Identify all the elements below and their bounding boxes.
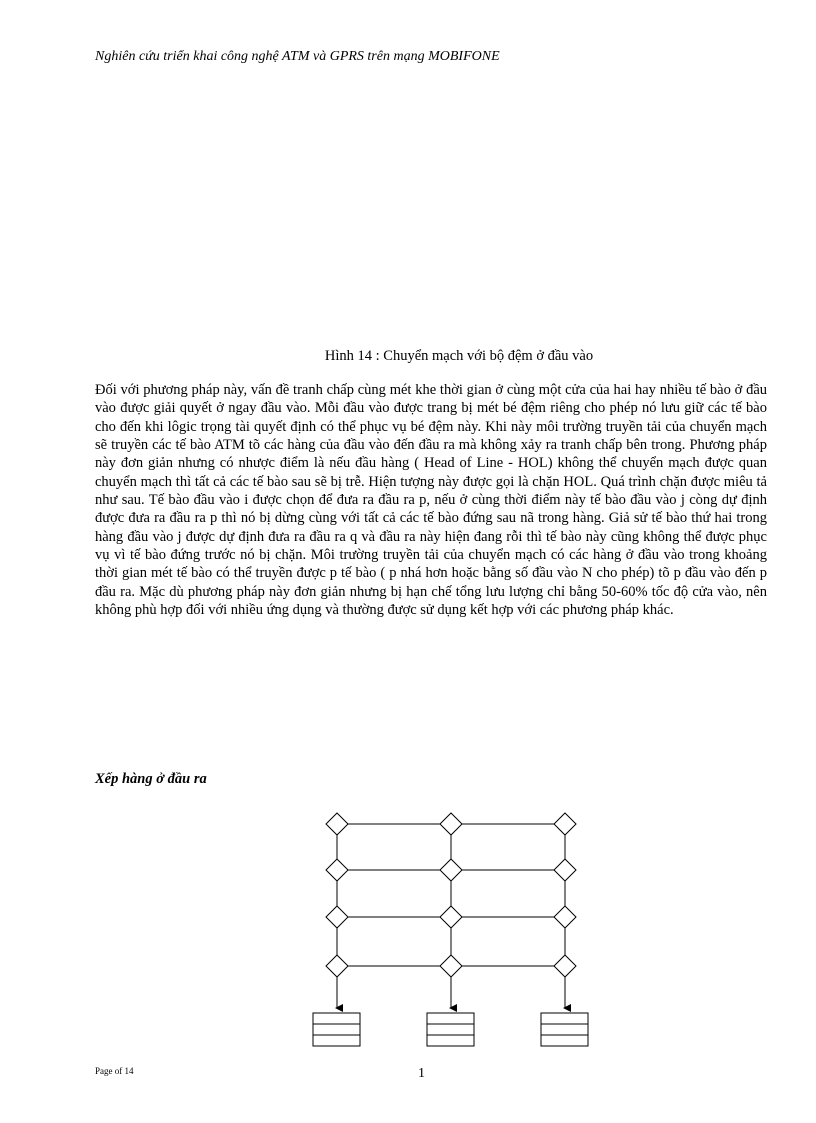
section-title: Xếp hàng ở đầu ra	[95, 771, 207, 787]
switch-node	[326, 859, 348, 881]
switch-node	[440, 955, 462, 977]
switch-node	[554, 813, 576, 835]
switch-node	[554, 859, 576, 881]
output-buffer	[427, 1013, 474, 1046]
switch-node	[440, 859, 462, 881]
switch-node	[326, 906, 348, 928]
body-paragraph: Đối với phương pháp này, vấn đề tranh chấp cùng mét khe thời gian ở cùng một cửa của hai hay nhiều tế bào ở đầu vào được giải quyết ở ngay đầu vào. Mỗi đầu vào được trang bị mét bé đệm riêng cho phép nó lưu giữ các tế bào cho đến khi lôgic trọng tài quyết định có thể phục vụ bé đệm này. Khi này môi trường truyền tải của chuyển mạch sẽ truyền các tế bào ATM tõ các hàng của đầu vào đến đầu ra mà không xảy ra tranh chấp bên trong. Phương pháp này đơn giản nhưng có nhược điểm là nếu đầu hàng ( Head of Line - HOL) không thể chuyển mạch được quan chuyển mạch thì tất cả các tế bào sau sẽ bị trễ. Hiện tượng này được gọi là chặn HOL. Quá trình chặn được miêu tả như sau. Tế bào đầu vào i được chọn để đưa ra đầu ra p, nếu ở cùng thời điểm này tế bào đầu vào j còng dự định được đưa ra đầu ra p thì nó bị dừng cùng với tất cả các tế bào đứng sau nã trong hàng. Giả sử tế bào thứ hai trong hàng đầu vào j được dự định đưa ra đầu ra q và đầu ra này hiện đang rỗi thì tế bào này cũng không thể được phục vụ vì tế bào đứng trước nó bị chặn. Môi trường truyền tải của chuyển mạch có các hàng ở đầu vào trong khoảng thời gian mét tế bào có thể truyền được p tế bào ( p nhá hơn hoặc bằng số đầu vào N cho phép) tõ p đầu vào đến p đầu ra. Mặc dù phương pháp này đơn giản nhưng bị hạn chế tổng lưu lượng chỉ bằng 50-60% tốc độ cửa vào, nên không phù hợp đối với nhiều ứng dụng và thường được sử dụng kết hợp với các phương pháp khác.	[95, 382, 767, 619]
figure-caption: Hình 14 : Chuyển mạch với bộ đệm ở đầu vào	[324, 348, 594, 364]
switch-node	[440, 906, 462, 928]
page-number: 1	[418, 1066, 425, 1081]
switch-node	[440, 813, 462, 835]
output-queue-switch-diagram	[300, 805, 590, 1050]
page-of-label: Page of 14	[95, 1066, 134, 1076]
switch-node	[326, 955, 348, 977]
document-header: Nghiên cứu triển khai công nghệ ATM và GPRS trên mạng MOBIFONE	[95, 49, 500, 64]
switch-node	[554, 906, 576, 928]
switch-node	[554, 955, 576, 977]
switch-node	[326, 813, 348, 835]
output-buffer	[313, 1013, 360, 1046]
output-buffer	[541, 1013, 588, 1046]
